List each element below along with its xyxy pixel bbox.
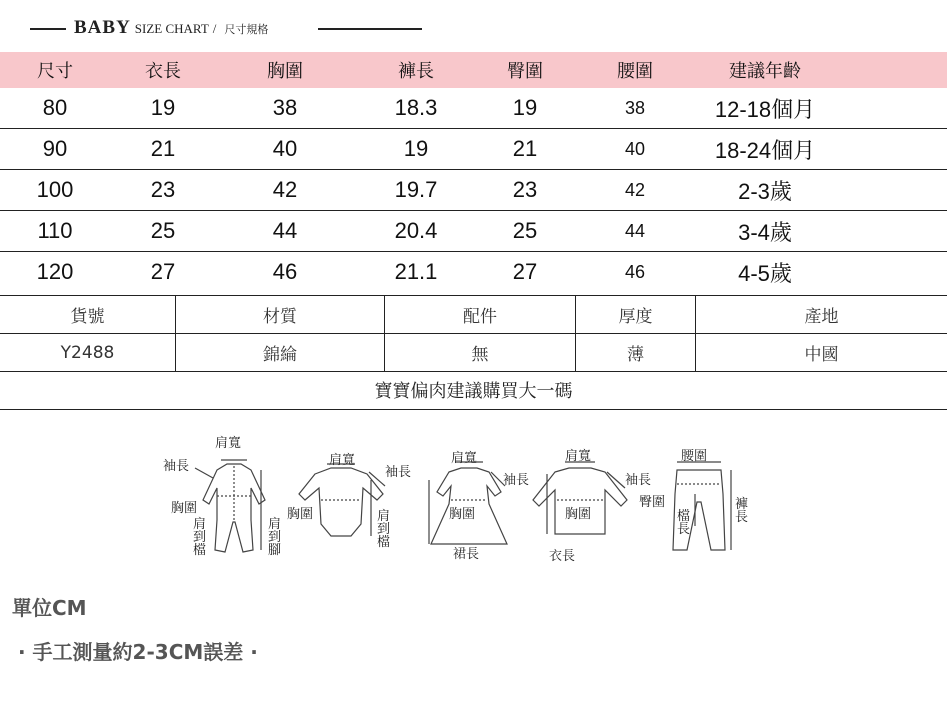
cell-pants-length: 18.3 [394, 95, 438, 120]
cell-chest: 38 [272, 95, 298, 120]
cell-size: 90 [42, 136, 68, 161]
cell-hip: 19 [512, 95, 538, 120]
table-row [0, 252, 947, 292]
cell-hip: 23 [512, 177, 538, 202]
header-rule-right [318, 28, 422, 30]
cell-size: 110 [37, 218, 73, 243]
romper-shoulder-crotch-label: 肩到檔 [193, 517, 207, 558]
info-value-row [0, 334, 947, 372]
bodysuit-chest-label: 胸圍 [287, 507, 314, 522]
header-brand: BABY [74, 17, 131, 38]
cell-hip: 21 [512, 136, 538, 161]
dress-skirt-length-label: 裙長 [453, 547, 480, 562]
header-length: 衣長 [145, 61, 181, 82]
cell-length: 23 [150, 177, 176, 202]
header-chest: 胸圍 [267, 61, 303, 82]
cell-pants-length: 20.4 [394, 218, 438, 243]
romper-sleeve-label: 袖長 [163, 459, 190, 474]
bodysuit-shoulder-label: 肩寬 [329, 453, 356, 468]
size-table-header [0, 52, 947, 88]
table-row [0, 211, 947, 252]
top-sleeve-label: 袖長 [625, 473, 652, 488]
cell-length: 27 [150, 259, 176, 284]
cell-age: 12-18個月 [714, 96, 816, 122]
top-length-label: 衣長 [549, 549, 576, 564]
unit-label: 單位CM [12, 596, 87, 620]
cell-size: 80 [42, 95, 68, 120]
pants-crotch-label: 檔長 [677, 509, 691, 537]
info-item-no: Y2488 [0, 334, 176, 371]
cell-waist: 40 [624, 138, 646, 159]
cell-length: 25 [150, 218, 176, 243]
header-rule-left [30, 28, 66, 30]
cell-chest: 46 [272, 259, 298, 284]
cell-age: 4-5歲 [738, 260, 792, 286]
info-accessory: 無 [385, 334, 576, 371]
romper-shoulder-foot-label: 肩到腳 [268, 517, 282, 558]
top-illustration [533, 462, 627, 534]
info-header-material: 材質 [176, 296, 385, 333]
cell-size: 120 [36, 259, 74, 284]
info-thickness: 薄 [576, 334, 696, 371]
info-header-origin: 產地 [804, 307, 839, 327]
cell-waist: 42 [624, 179, 646, 200]
dress-shoulder-label: 肩寬 [451, 451, 478, 466]
info-header-thickness: 厚度 [576, 296, 696, 333]
product-info-table [0, 295, 947, 372]
bodysuit-illustration [299, 464, 385, 536]
header-subtitle: SIZE CHART [134, 21, 209, 36]
cell-hip: 27 [512, 259, 538, 284]
header-pants-length: 褲長 [398, 61, 434, 82]
bodysuit-sleeve-label: 袖長 [385, 465, 412, 480]
info-header-accessory: 配件 [385, 296, 576, 333]
cell-chest: 42 [272, 177, 298, 202]
info-material: 錦綸 [176, 334, 385, 371]
pants-hip-label: 臀圍 [639, 495, 666, 510]
pants-length-label: 褲長 [735, 497, 749, 525]
measurement-error-note: · 手工測量約2-3CM誤差 · [18, 640, 258, 664]
cell-hip: 25 [512, 218, 538, 243]
dress-chest-label: 胸圍 [449, 507, 476, 522]
top-chest-label: 胸圍 [565, 507, 592, 522]
cell-chest: 44 [272, 218, 298, 243]
cell-age: 18-24個月 [714, 137, 816, 163]
top-shoulder-label: 肩寬 [565, 449, 592, 464]
header-waist: 腰圍 [617, 61, 653, 82]
cell-chest: 40 [272, 136, 298, 161]
cell-size: 100 [36, 177, 74, 202]
table-row [0, 170, 947, 211]
chart-header [0, 0, 947, 52]
cell-length: 19 [150, 95, 176, 120]
bodysuit-shoulder-crotch-label: 肩到檔 [377, 509, 391, 550]
info-header-row [0, 296, 947, 334]
header-separator: / [212, 21, 217, 36]
measurement-diagram [155, 436, 765, 580]
cell-waist: 38 [624, 97, 646, 118]
table-row [0, 129, 947, 170]
romper-chest-label: 胸圍 [171, 501, 198, 516]
info-header-item-no: 貨號 [0, 296, 176, 333]
size-table [0, 52, 947, 292]
header-age: 建議年齡 [729, 61, 801, 82]
info-origin: 中國 [804, 345, 839, 365]
romper-shoulder-label: 肩寬 [215, 436, 242, 451]
cell-pants-length: 19.7 [394, 177, 438, 202]
cell-age: 2-3歲 [738, 178, 792, 204]
dress-illustration [429, 462, 507, 544]
dress-sleeve-label: 袖長 [503, 473, 530, 488]
cell-length: 21 [150, 136, 176, 161]
header-size: 尺寸 [37, 61, 73, 82]
header-title [74, 17, 268, 39]
header-subtitle-cn: 尺寸規格 [224, 24, 269, 36]
size-advice-note: 寶寶偏肉建議購買大一碼 [0, 371, 947, 410]
pants-waist-label: 腰圍 [681, 449, 708, 464]
cell-waist: 44 [624, 220, 646, 241]
cell-age: 3-4歲 [738, 219, 792, 245]
cell-pants-length: 21.1 [394, 259, 438, 284]
header-hip: 臀圍 [507, 61, 543, 82]
cell-waist: 46 [624, 261, 646, 282]
table-row [0, 88, 947, 129]
cell-pants-length: 19 [403, 136, 429, 161]
